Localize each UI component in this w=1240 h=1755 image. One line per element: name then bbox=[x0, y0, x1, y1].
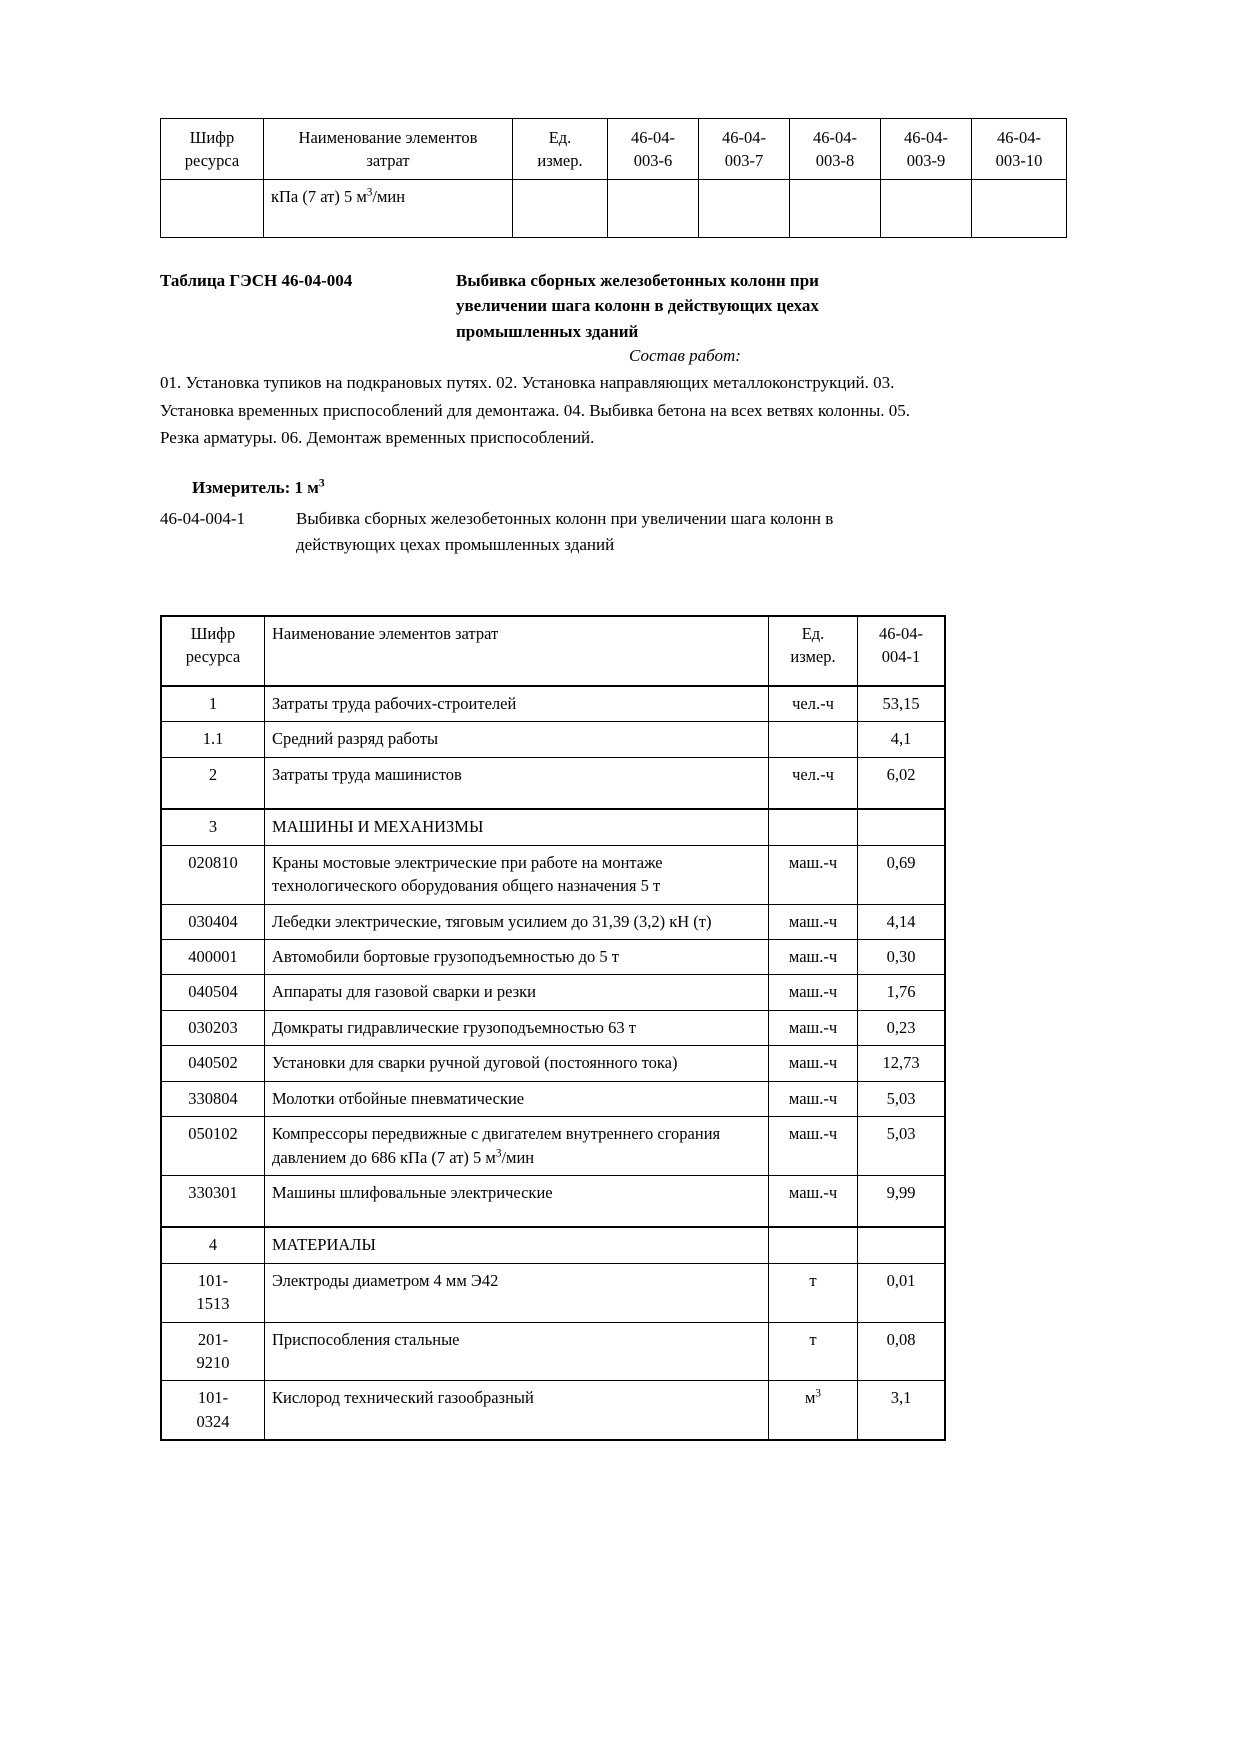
cell-unit: маш.-ч bbox=[769, 940, 858, 975]
cell-resource-code bbox=[161, 1322, 265, 1381]
item-description-line1: Выбивка сборных железобетонных колонн при увеличении шага колонн в bbox=[296, 508, 834, 528]
code-line1: 46-04- bbox=[904, 128, 948, 147]
cell-resource-code: 030203 bbox=[161, 1010, 265, 1045]
item-description-line2: действующих цехах промышленных зданий bbox=[296, 535, 615, 555]
measure-line bbox=[160, 478, 1080, 498]
header-unit-line1: Ед. bbox=[548, 128, 572, 147]
cell-resource-code: 1 bbox=[161, 686, 265, 722]
table-row bbox=[161, 1117, 945, 1176]
cell-unit: чел.-ч bbox=[769, 757, 858, 809]
cell-value: 53,15 bbox=[858, 686, 946, 722]
continued-name-prefix: кПа (7 ат) 5 м bbox=[271, 186, 367, 206]
cell-unit: маш.-ч bbox=[769, 1175, 858, 1227]
table-row bbox=[161, 686, 945, 722]
header-cell-value bbox=[858, 616, 946, 686]
continued-header-table bbox=[160, 118, 1067, 238]
header-cell-46-04-003-10 bbox=[972, 119, 1067, 180]
cell-value: 6,02 bbox=[858, 757, 946, 809]
cell-value: 0,69 bbox=[858, 845, 946, 904]
cell-value: 5,03 bbox=[858, 1117, 946, 1176]
cell-resource-name: Аппараты для газовой сварки и резки bbox=[265, 975, 769, 1010]
table-row bbox=[161, 1010, 945, 1045]
cell-resource-code: 020810 bbox=[161, 845, 265, 904]
table-row bbox=[161, 757, 945, 809]
table-row bbox=[161, 904, 945, 939]
cell-value: 0,08 bbox=[858, 1322, 946, 1381]
cell-resource-code: 040502 bbox=[161, 1046, 265, 1081]
code-line1: 46-04- bbox=[631, 128, 675, 147]
cell-resource-code: 040504 bbox=[161, 975, 265, 1010]
cell-resource-name: Затраты труда рабочих-строителей bbox=[265, 686, 769, 722]
cell-unit: т bbox=[769, 1322, 858, 1381]
header-cell-46-04-003-8 bbox=[790, 119, 881, 180]
cell-value: 4,1 bbox=[858, 722, 946, 757]
cell-resource-name: Краны мостовые электрические при работе на монтаже технологического оборудования общего назначения 5 т bbox=[265, 845, 769, 904]
cell-value: 4,14 bbox=[858, 904, 946, 939]
header-cell-46-04-003-9 bbox=[881, 119, 972, 180]
continued-name-suffix: /мин bbox=[372, 186, 406, 206]
measure-label: Измеритель: bbox=[192, 477, 291, 497]
table-row bbox=[161, 722, 945, 757]
cell-resource-name: Средний разряд работы bbox=[265, 722, 769, 757]
header-cell-46-04-003-7 bbox=[699, 119, 790, 180]
cell-unit bbox=[769, 1227, 858, 1263]
code-line2: 003-7 bbox=[724, 151, 764, 171]
cell-resource-code: 1.1 bbox=[161, 722, 265, 757]
cell-unit: $м^3$ bbox=[769, 1381, 858, 1440]
item-description bbox=[296, 506, 896, 559]
cell-value: 3,1 bbox=[858, 1381, 946, 1440]
table-row bbox=[161, 809, 945, 845]
continued-name-sup: 3 bbox=[366, 186, 373, 199]
code-line1: 46-04- bbox=[997, 128, 1041, 147]
code-line1: 46-04- bbox=[813, 128, 857, 147]
code-line1: 101- bbox=[197, 1388, 229, 1408]
code-line2: 003-8 bbox=[815, 151, 855, 171]
cell-value-7 bbox=[699, 179, 790, 237]
cell-resource-code: 400001 bbox=[161, 940, 265, 975]
header-name-line1: Наименование элементов bbox=[298, 128, 478, 147]
item-code: 46-04-004-1 bbox=[160, 508, 245, 528]
header-code-line2: ресурса bbox=[185, 647, 241, 667]
cell-resource-name: Кислород технический газообразный bbox=[265, 1381, 769, 1440]
table-row bbox=[161, 1263, 945, 1322]
header-cell-code bbox=[161, 616, 265, 686]
composition-heading: Состав работ: bbox=[629, 346, 741, 366]
cell-value: 12,73 bbox=[858, 1046, 946, 1081]
cell-resource-name: Домкраты гидравлические грузоподъемностью 63 т bbox=[265, 1010, 769, 1045]
cell-resource-code: 030404 bbox=[161, 904, 265, 939]
measure-value: 1 м bbox=[290, 477, 319, 497]
cell-unit: маш.-ч bbox=[769, 845, 858, 904]
header-value-line2: 004-1 bbox=[881, 647, 921, 667]
cell-unit: маш.-ч bbox=[769, 1010, 858, 1045]
cell-resource-code: 330301 bbox=[161, 1175, 265, 1227]
cell-resource-name: Компрессоры передвижные с двигателем внутреннего сгорания давлением до 686 кПа (7 ат) 5 $м^3$/мин bbox=[265, 1117, 769, 1176]
cell-unit: маш.-ч bbox=[769, 904, 858, 939]
cell-value bbox=[858, 1227, 946, 1263]
header-code-line2: ресурса bbox=[184, 151, 240, 171]
cell-value bbox=[858, 809, 946, 845]
table-row-header bbox=[161, 616, 945, 686]
cell-resource-code: 3 bbox=[161, 809, 265, 845]
cell-resource-name: Приспособления стальные bbox=[265, 1322, 769, 1381]
title-line-2: увеличении шага колонн в действующих цехах bbox=[456, 296, 819, 316]
cell-name-continued bbox=[264, 179, 513, 237]
cell-unit: чел.-ч bbox=[769, 686, 858, 722]
cell-resource-code bbox=[161, 1263, 265, 1322]
cell-unit: маш.-ч bbox=[769, 1081, 858, 1116]
header-cell-name bbox=[264, 119, 513, 180]
cell-value: 5,03 bbox=[858, 1081, 946, 1116]
table-title-block bbox=[160, 268, 1080, 345]
cell-resource-name: Автомобили бортовые грузоподъемностью до 5 т bbox=[265, 940, 769, 975]
table-row bbox=[161, 1046, 945, 1081]
cell-resource-code bbox=[161, 1381, 265, 1440]
cell-value-6 bbox=[608, 179, 699, 237]
title-line-3: промышленных зданий bbox=[456, 321, 639, 341]
code-line2: 003-9 bbox=[906, 151, 946, 171]
header-cell-unit bbox=[769, 616, 858, 686]
header-unit-line2: измер. bbox=[537, 151, 583, 171]
cell-unit bbox=[769, 809, 858, 845]
cell-unit: маш.-ч bbox=[769, 975, 858, 1010]
code-line1: 101- bbox=[197, 1270, 229, 1290]
cell-unit bbox=[769, 722, 858, 757]
cell-unit: маш.-ч bbox=[769, 1046, 858, 1081]
table-row bbox=[161, 1227, 945, 1263]
table-row bbox=[161, 1175, 945, 1227]
cell-resource-name: МАТЕРИАЛЫ bbox=[265, 1227, 769, 1263]
title-line-1: Выбивка сборных железобетонных колонн при bbox=[456, 270, 819, 290]
code-line1: 46-04- bbox=[722, 128, 766, 147]
cell-unit-empty bbox=[513, 179, 608, 237]
table-title-label: Таблица ГЭСН 46-04-004 bbox=[160, 270, 353, 290]
cell-resource-code: 050102 bbox=[161, 1117, 265, 1176]
cell-resource-name: МАШИНЫ И МЕХАНИЗМЫ bbox=[265, 809, 769, 845]
header-cell-unit bbox=[513, 119, 608, 180]
header-name-text: Наименование элементов затрат bbox=[272, 623, 499, 643]
code-line2: 003-10 bbox=[995, 151, 1043, 171]
cell-resource-name: Электроды диаметром 4 мм Э42 bbox=[265, 1263, 769, 1322]
header-code-line1: Шифр bbox=[190, 623, 236, 643]
resource-table bbox=[160, 615, 946, 1442]
cell-resource-name: Затраты труда машинистов bbox=[265, 757, 769, 809]
header-cell-code bbox=[161, 119, 264, 180]
header-unit-line2: измер. bbox=[790, 647, 836, 667]
cell-value: 1,76 bbox=[858, 975, 946, 1010]
cell-value-8 bbox=[790, 179, 881, 237]
cell-unit: маш.-ч bbox=[769, 1117, 858, 1176]
measure-value-sup: 3 bbox=[318, 476, 325, 490]
table-title-text bbox=[456, 268, 1080, 345]
item-row bbox=[160, 506, 1080, 559]
code-line2: 9210 bbox=[196, 1353, 230, 1373]
table-row bbox=[161, 975, 945, 1010]
table-row-continued bbox=[161, 179, 1067, 237]
code-line1: 201- bbox=[197, 1329, 229, 1349]
cell-value: 0,23 bbox=[858, 1010, 946, 1045]
cell-resource-name: Молотки отбойные пневматические bbox=[265, 1081, 769, 1116]
table-row-header bbox=[161, 119, 1067, 180]
cell-unit: т bbox=[769, 1263, 858, 1322]
code-line2: 003-6 bbox=[633, 151, 673, 171]
code-line2: 0324 bbox=[196, 1411, 230, 1431]
cell-value-10 bbox=[972, 179, 1067, 237]
header-name-line2: затрат bbox=[366, 151, 410, 171]
table-row bbox=[161, 1381, 945, 1440]
cell-resource-name: Лебедки электрические, тяговым усилием до 31,39 (3,2) кН (т) bbox=[265, 904, 769, 939]
cell-value: 0,01 bbox=[858, 1263, 946, 1322]
header-cell-46-04-003-6 bbox=[608, 119, 699, 180]
cell-code-empty bbox=[161, 179, 264, 237]
table-row bbox=[161, 845, 945, 904]
cell-value: 0,30 bbox=[858, 940, 946, 975]
table-row bbox=[161, 940, 945, 975]
header-code-line1: Шифр bbox=[189, 128, 235, 147]
cell-resource-code: 4 bbox=[161, 1227, 265, 1263]
header-value-line1: 46-04- bbox=[879, 623, 923, 643]
cell-resource-name: Машины шлифовальные электрические bbox=[265, 1175, 769, 1227]
composition-text: 01. Установка тупиков на подкрановых путях. 02. Установка направляющих металлоконструкций. 03. Установка временных приспособлений для демонтажа. 04. Выбивка бетона на всех ветвях колонны. 05. Резка арматуры. 06. Демонтаж временных приспособлений. bbox=[160, 373, 911, 448]
cell-resource-code: 330804 bbox=[161, 1081, 265, 1116]
code-line2: 1513 bbox=[196, 1294, 230, 1314]
table-row bbox=[161, 1322, 945, 1381]
cell-resource-name: Установки для сварки ручной дуговой (постоянного тока) bbox=[265, 1046, 769, 1081]
header-unit-line1: Ед. bbox=[801, 623, 825, 643]
cell-value: 9,99 bbox=[858, 1175, 946, 1227]
header-cell-name bbox=[265, 616, 769, 686]
cell-resource-code: 2 bbox=[161, 757, 265, 809]
table-row bbox=[161, 1081, 945, 1116]
cell-value-9 bbox=[881, 179, 972, 237]
